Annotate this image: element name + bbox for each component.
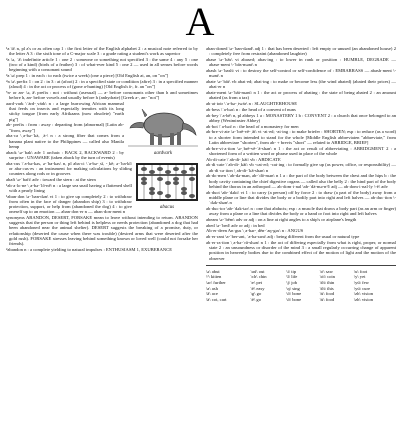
table-cell: \zh\ vision bbox=[353, 291, 374, 297]
table-cell: \ä\ cot, cart bbox=[206, 296, 227, 302]
table-cell: \ō\ bone bbox=[286, 291, 302, 297]
dictionary-entry: Ab·di·cate \ˈab-di-ˌkāt\ vb : ABDICATE bbox=[206, 156, 281, 162]
table-row bbox=[206, 297, 396, 303]
dictionary-entry: ¹a \ā\ n, pl a's or as often cap 1 : the first letter of the English alphabet 2 : a musical note referred to by the letter A 3 : the sixth tone of a C-major scale 3 : a grade rating a student's work as superior bbox=[6, 46, 198, 57]
table-cell: \ȯi\ coin bbox=[319, 274, 335, 280]
abacus-illustration bbox=[136, 163, 198, 203]
table-cell: \ü\ food bbox=[319, 296, 335, 302]
dictionary-entry: aard·vark \ˈärd-ˌvärk\ n : a large burrowing African mammal that feeds on insects and especially termites with its long sticky tongue [from early Afrikaans (now obsolete) "earth pig"] bbox=[6, 101, 124, 122]
dictionary-entry: ²a \ə, ˈā\ indefinite article 1 : one 2 : someone or something not specified 3 : the same 4 : any 5 : one (two of a kind) (birds of a feather) 3 : of what-ever kind 5 : one 2 — used in all senses before words beginning with a consonant sound bbox=[6, 57, 198, 73]
dictionary-entry: ab·er·rant \a-ˈber-ənt, ˈa-bə-rənt\ adj : being different from the usual or natural type bbox=[206, 234, 360, 240]
dictionary-entry: ab- prefix : from : away : departing from (abnormal) [Latin ab- "from, away"] bbox=[6, 122, 124, 133]
table-cell: \yü\ few bbox=[353, 279, 369, 285]
dictionary-entry: abash \ə-ˈbash\ vt : to destroy the self-control or self-confidence of : EMBARRASS — abash·ment \-mənt\ n bbox=[206, 68, 396, 79]
dictionary-entry: ¹aban·don \ə-ˈban-dən\ vt 1 : to give up completely 2 : to withdraw from often in the face of danger (abandon ship) 3 : to withdraw protection, support, or help from (abandoned the dog) 4 : to give oneself up to an emotion — aban·don·er n — aban·don·ment n bbox=[6, 193, 132, 215]
table-cell: \y\ yet bbox=[353, 274, 366, 280]
table-cell: \u\ foot bbox=[353, 268, 368, 274]
figure-caption: abacus bbox=[159, 204, 175, 210]
table-cell: \ȯ\ saw bbox=[319, 268, 333, 274]
dictionary-entry: ²abandon n : a complete yielding to natural impulses : ENTHUSIASM 1, EXUBERANCE bbox=[6, 246, 173, 252]
dictionary-entry: abase \ə-ˈbās\ vt abased; abas·ing : to lower in rank or position : HUMBLE, DEGRADE — abase·ment \-ˈbās-mənt\ n bbox=[206, 57, 396, 68]
table-cell: \ā\ ace bbox=[206, 291, 218, 297]
pronunciation-key bbox=[206, 265, 396, 303]
table-cell: \ō\ bone bbox=[286, 296, 302, 302]
dictionary-entry: ³a \ə\ prep 1 : in each : to each (twice a week) (one a piece) [Old English at, an, on "on"] bbox=[6, 73, 169, 79]
table-cell: \ŋ\ sing bbox=[286, 285, 300, 291]
dictionary-entry: abate \ə-ˈbāt\ vb abat·ed; abat·ing : to make or become less (the wind abated) (abated their prices) — abat·er n bbox=[206, 79, 396, 90]
table-cell: \g\ go bbox=[250, 291, 262, 297]
aardvark-figure bbox=[128, 103, 198, 156]
dictionary-entry: ⁴a \ə\ prefix 1 : on 2 : in 3 : at (afoot) 2 : in a specified state or condition (afire) 3 : in a specified manner (aloud) 4 : in the act or process of (gone a-hunting) [Old English ā-, fr. an "on"] bbox=[6, 79, 198, 90]
dictionary-entry: abeam \ə-ˈbēm\ adv or adj : on a line at right angles to a ship's or airplane's length bbox=[206, 216, 357, 222]
table-cell: \th\ thin bbox=[319, 279, 335, 285]
right-column bbox=[206, 46, 396, 302]
synonym-paragraph: synonyms ABANDON, DESERT, FORSAKE mean to leave without intending to return. ABANDON suggests that the person or thing left behind is helpless or needs protection (abandoned a dog that had been abandoned near the animal shelter). DESERT suggests the breaking of a promise, duty, or relationship (deserted the cause when there was trouble) (desired arms that were deserted after the gold rush). FORSAKE stresses leaving behind something known or loved well (could not forsake her friends). bbox=[6, 215, 198, 247]
dictionary-entry: ab·bre·vi·a·tion \ə-ˌbrē-vē-ˈā-shən\ n 1 : the act or result of abbreviating : ABRIDGMENT 2 : a shortened form of a written word or phrase used in place of the whole bbox=[206, 145, 396, 156]
table-cell: \ī\ life bbox=[286, 274, 298, 280]
table-cell: \ə\ abut bbox=[206, 268, 220, 274]
table-cell: \ē\ easy bbox=[250, 285, 265, 291]
table-cell: \ē\ go bbox=[250, 296, 261, 302]
abacus-figure bbox=[136, 163, 198, 210]
table-cell: \yu̇\ cure bbox=[353, 285, 371, 291]
table-cell: \ü\ food bbox=[319, 291, 335, 297]
dictionary-entry: ab·er·ra·tion \ˌa-bə-ˈrā-shən\ n 1 : the act of differing especially from what is right, proper, or normal state 2 : an unsoundness or disorder of the mind 3 : a small regularly occurring change of apparent position in heavenly bodies due to the combined effect of the motion of light and the motion of the observer bbox=[206, 239, 396, 261]
dictionary-entry: aban·doned \ə-ˈban-dənd\ adj 1 : that has been deserted : left empty or unused (an abandoned house) 2 : completely free from restraint (abandoned laughter) bbox=[206, 46, 396, 57]
table-cell: \zh\ vision bbox=[353, 296, 374, 302]
table-cell: \i\ tip bbox=[286, 268, 297, 274]
dictionary-entry: ab·at·toir \ˈa-bə-ˌtwär\ n : SLAUGHTERHOUSE bbox=[206, 101, 298, 106]
table-cell: \th\ this bbox=[319, 285, 334, 291]
dictionary-entry: abaft \ə-ˈbaft\ adv : toward the stern : at the stern bbox=[6, 176, 96, 182]
dictionary-entry: ab·duc·tor \ab-ˈdək-tər\ n : one that abducts; esp : a muscle that draws a body part (as an arm or finger) away from a plane or a line that divides the body or a hand or foot into right and left halves bbox=[206, 205, 396, 216]
dictionary-entry: aback \ə-ˈbak\ adv 1 archaic : BACK 2, BACKWARD 2 : by surprise : UNAWARE (taken aback by the turn of events) bbox=[6, 149, 124, 160]
dictionary-entry: ab·duct \ab-ˈdəkt\ vt 1 : to carry (a person) off by force 2 : to draw (a part of the body) away from a middle plane or line that divides the body or a bodily part into right and left halves — ab·duc·tion \-ˈdək-shən\ n bbox=[206, 189, 396, 205]
pronunciation-table bbox=[206, 269, 396, 303]
dictionary-entry: ab·do·men \ˈab-də-mən, ab-ˈdō-mən\ n 1 a : the part of the body between the chest and the hips b : the body cavity containing the chief digestive organs — called also the belly 2 : the hind part of the body behind the thorax in an arthropod — ab·dom·i·nal \ab-ˈdä-mə-nᵊl\ adj — ab·dom·i·nal·ly \-ē\ adv bbox=[206, 173, 396, 189]
figure-caption: aardvark bbox=[153, 151, 173, 157]
dictionary-entry: aba·cus \ˈa-bə-kəs, ə-ˈba-kəs\ n, pl aba·ci \ˈa-bə-ˌsī, -ˌkē; ə-ˈba-kī\ or aba·cus·es : an instrument for making calculations by sliding counters along rods or in grooves bbox=[6, 160, 132, 177]
dictionary-entry: Ab·er·deen An·gus \ˌa-bər-ˌdēn-ˈaŋ-gəs\ n : ANGUS bbox=[206, 228, 304, 234]
dictionary-entry: ab·bot \ˈa-bət\ n : the head of a monastery for men bbox=[206, 123, 299, 129]
dictionary-entry: ab·di·cate \ˈab-di-ˌkāt\ vb -cat·ed; -cat·ing : to formally give up (as power, office, or responsibility) — ab·di·ca·tion \ˌab-di-ˈkā-shən\ n bbox=[206, 162, 396, 173]
guide-letter: A bbox=[185, 0, 215, 44]
table-cell: \j\ job bbox=[286, 279, 298, 285]
table-cell: \aú\ out bbox=[250, 268, 265, 274]
table-cell: \ch\ chin bbox=[250, 274, 267, 280]
left-column bbox=[6, 46, 198, 253]
dictionary-entry: aba·ca \ˌa-bə-ˈkä, ˌä-\ n : a strong fiber that comes from a banana plant native to the Philippines — called also Manila hemp bbox=[6, 133, 124, 149]
table-cell: \a\ ash bbox=[206, 285, 218, 291]
table-cell: \e\ pet bbox=[250, 279, 263, 285]
dictionary-entry: ab·bre·vi·ate \ə-ˈbrē-vē-ˌāt\ vt -at·ed; -at·ing : to make briefer : SHORTEN; esp : to reduce (as a word) to a shorter form intended to stand for the whole [Middle English abbreviaten "abbreviate," from Latin abbreviare "shorten", from ab- + brevis "short" — related to ABRIDGE, BRIEF] bbox=[206, 129, 396, 145]
dictionary-entry: ⁵a- or an- \ə, ā\ prefix : not : without (asexual) — a- before consonants other than h and sometimes before h, an- before vowels and usually before h (anhydrate) [Greek a-, an- "not"] bbox=[6, 90, 198, 101]
table-cell: \ᵊ\ kitten bbox=[206, 274, 222, 280]
dictionary-entry: ¹ab·a·lo·ne \ˌa-bə-ˈlō-nē\ n : a large sea snail having a flattened shell with a pearly lining bbox=[6, 182, 132, 193]
aardvark-illustration bbox=[128, 103, 198, 149]
dictionary-entry: abed \ə-ˈbed\ adv or adj : in bed bbox=[206, 222, 265, 228]
dictionary-entry: abate·ment \ə-ˈbāt-mənt\ n 1 : the act or process of abating : the state of being abated 2 : an amount abated (as from a tax) bbox=[206, 90, 396, 101]
dictionary-entry: ab·bey \ˈa-bē\ n, pl abbeys 1 a : MONASTERY 1 b : CONVENT 2 : a church that once belonged to an abbey (Westminster Abbey) bbox=[206, 112, 396, 123]
dictionary-entry: ab·bess \ˈa-bəs\ n : the head of a convent of nuns bbox=[206, 106, 296, 112]
table-cell: \ər\ further bbox=[206, 279, 226, 285]
